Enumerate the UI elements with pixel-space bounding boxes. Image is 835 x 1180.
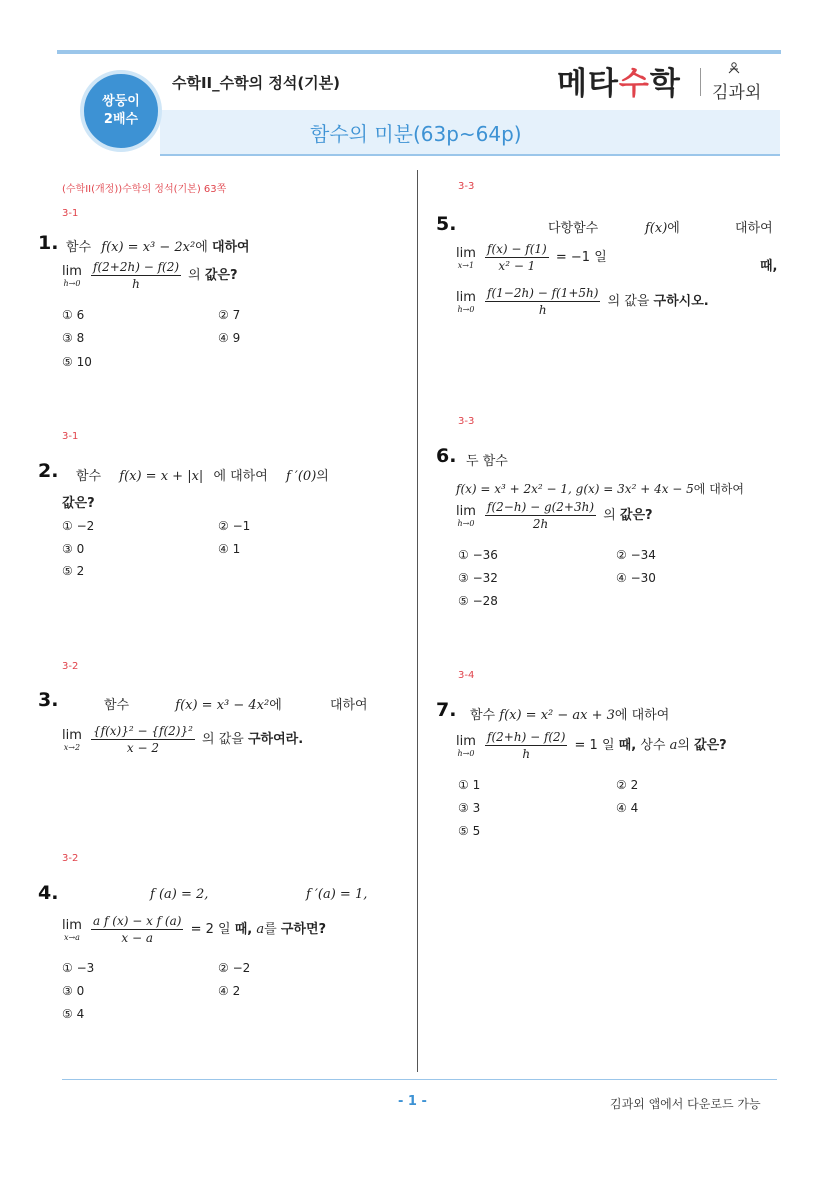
q6-after: 의: [603, 508, 616, 523]
q7-eq: = 1 일: [574, 738, 615, 753]
q4-lim-sub: x→a: [63, 932, 80, 942]
q6-choice-3[interactable]: ③ −32: [458, 571, 498, 585]
q1-choice-5[interactable]: ⑤ 10: [62, 355, 92, 369]
q1-choice-1[interactable]: ① 6: [62, 308, 85, 322]
q7-suffix: 에 대하여: [614, 708, 670, 723]
q7-choice-5[interactable]: ⑤ 5: [458, 824, 481, 838]
level-badge: [80, 70, 162, 152]
logo-part-c: 학: [649, 66, 681, 102]
q2-choice-3[interactable]: ③ 0: [62, 542, 85, 556]
q3-numerator: {f(x)}² − {f(2)}²: [93, 724, 193, 738]
q2-code: 3-1: [62, 431, 79, 442]
q1-after: 의: [188, 268, 201, 283]
q1-number: 1.: [38, 232, 59, 254]
q4-condition-2: f ′(a) = 1,: [306, 887, 368, 902]
q5-eq1: = −1 일: [555, 250, 607, 265]
q6-numerator: f(2−h) − g(2+3h): [487, 500, 595, 514]
q1-limit-line: [62, 260, 238, 291]
q4-eq: = 2 일: [190, 922, 231, 937]
q7-mid2: 의: [677, 738, 690, 753]
q5-ask1: 때,: [760, 259, 778, 274]
q2-number: 2.: [38, 460, 59, 482]
q6-denominator: 2h: [532, 517, 549, 531]
q7-choice-4[interactable]: ④ 4: [616, 801, 639, 815]
q4-condition-1: f (a) = 2,: [150, 887, 209, 902]
q7-prefix: 함수: [470, 708, 496, 723]
q7-choice-1[interactable]: ① 1: [458, 778, 481, 792]
q1-numerator: f(2+2h) − f(2): [93, 260, 180, 274]
page-title: 함수의 미분(63p~64p): [310, 122, 522, 146]
q1-denominator: h: [132, 277, 140, 291]
q7-ask2: 값은?: [694, 738, 727, 753]
q5-ask2: 구하시오.: [653, 294, 709, 309]
q1-choice-3[interactable]: ③ 8: [62, 331, 85, 345]
q6-prefix: 두 함수: [466, 454, 508, 469]
q7-limit-line: [456, 730, 727, 761]
q7-ask1: 때,: [618, 738, 637, 753]
q5-func-group: [645, 217, 680, 236]
q3-ask: 구하여라.: [247, 732, 304, 747]
q3-code: 3-2: [62, 661, 79, 672]
q4-denominator: x − a: [121, 931, 154, 945]
q4-var: a: [256, 922, 265, 937]
q3-after: 의 값을: [202, 732, 244, 747]
q4-choice-5[interactable]: ⑤ 4: [62, 1007, 85, 1021]
q6-suffix: 에 대하여: [693, 482, 744, 496]
q4-lim-word: lim: [62, 917, 82, 933]
q1-code: 3-1: [62, 208, 79, 219]
q5-lim1: [456, 246, 476, 270]
q6-code: 3-3: [458, 416, 475, 427]
q5-lim1-sub: x→1: [457, 260, 475, 270]
q6-number: 6.: [436, 445, 457, 467]
logo-part-a: 메타: [557, 66, 619, 102]
badge-line1: 쌍둥이: [102, 94, 140, 109]
q6-choice-4[interactable]: ④ −30: [616, 571, 656, 585]
header-top-bar: [57, 50, 781, 54]
q3-limit-line: [62, 724, 303, 755]
q5-fraction-1: [485, 242, 549, 273]
q2-choice-1[interactable]: ① −2: [62, 519, 95, 533]
q4-number: 4.: [38, 882, 59, 904]
q6-functions-line: [456, 480, 744, 497]
q1-suffix-bold: 대하여: [211, 240, 250, 255]
q4-numerator: a f (x) − x f (a): [93, 914, 182, 928]
q3-suffix2: 대하여: [329, 698, 368, 713]
q5-limit-line-1: [456, 242, 607, 273]
q1-lim: [62, 264, 82, 288]
q2-ask: 값은?: [62, 496, 95, 511]
source-note: (수학II(개정))수학의 정석(기본) 63쪽: [62, 184, 227, 195]
q5-after: 의 값을: [607, 294, 650, 309]
q5-numerator-1: f(x) − f(1): [487, 242, 547, 256]
q6-choice-1[interactable]: ① −36: [458, 548, 498, 562]
q3-fraction: [91, 724, 195, 755]
q6-choice-5[interactable]: ⑤ −28: [458, 594, 498, 608]
q1-choice-2[interactable]: ② 7: [218, 308, 241, 322]
q4-choice-3[interactable]: ③ 0: [62, 984, 85, 998]
brand-logo: [557, 58, 681, 103]
q6-lim-sub: h→0: [457, 518, 475, 528]
q7-lim-word: lim: [456, 733, 476, 749]
q7-number: 7.: [436, 699, 457, 721]
logo-divider: [700, 68, 701, 96]
q5-denominator-1: x² − 1: [498, 259, 536, 273]
q7-var: a: [669, 738, 678, 753]
q5-numerator-2: f(1−2h) − f(1+5h): [487, 286, 599, 300]
q3-stem: [104, 694, 368, 713]
q7-mid: 상수: [640, 738, 666, 753]
q7-fraction: [485, 730, 567, 761]
q3-number: 3.: [38, 689, 59, 711]
q3-suffix: 에: [269, 698, 282, 713]
q4-fraction: [91, 914, 183, 945]
q5-lim2-word: lim: [456, 289, 476, 305]
logo-part-b: 수: [618, 66, 650, 102]
q3-denominator: x − 2: [126, 741, 159, 755]
footer-note: 김과외 앱에서 다운로드 가능: [610, 1097, 761, 1111]
q7-choice-2[interactable]: ② 2: [616, 778, 639, 792]
q7-lim-sub: h→0: [457, 748, 475, 758]
q6-fraction: [485, 500, 596, 531]
brand-sub-logo: 김과외: [712, 83, 762, 103]
q5-suffix2: 대하여: [735, 221, 773, 236]
q4-choice-1[interactable]: ① −3: [62, 961, 95, 975]
q4-limit-line: [62, 914, 326, 945]
q1-stem: [66, 236, 250, 255]
page-number: - 1 -: [398, 1094, 427, 1109]
q3-lim: [62, 728, 82, 752]
q2-choice-4[interactable]: ④ 1: [218, 542, 241, 556]
q5-limit-line-2: [456, 286, 709, 317]
q4-ask1: 때,: [234, 922, 253, 937]
q7-code: 3-4: [458, 670, 475, 681]
q6-ask: 값은?: [619, 508, 653, 523]
q4-choice-2[interactable]: ② −2: [218, 961, 251, 975]
q3-lim-word: lim: [62, 727, 82, 743]
q4-choice-4[interactable]: ④ 2: [218, 984, 241, 998]
q5-prefix: 다항함수: [548, 221, 599, 236]
q5-lim1-word: lim: [456, 245, 476, 261]
q6-lim-word: lim: [456, 503, 476, 519]
person-icon: [728, 62, 740, 74]
q3-lim-sub: x→2: [63, 742, 81, 752]
q4-ask3: 구하면?: [280, 922, 327, 937]
q2-derivative: f ′(0): [285, 469, 317, 484]
q1-lim-word: lim: [62, 263, 82, 279]
q2-stem: [76, 465, 329, 484]
q5-suffix: 에: [667, 221, 680, 236]
q7-choice-3[interactable]: ③ 3: [458, 801, 481, 815]
q4-code: 3-2: [62, 853, 79, 864]
q2-choice-2[interactable]: ② −1: [218, 519, 251, 533]
q1-function: f(x) = x³ − 2x²: [101, 240, 196, 255]
q1-suffix: 에: [195, 240, 208, 255]
q4-ask2: 를: [264, 922, 277, 937]
column-divider: [417, 170, 418, 1072]
q5-lim2-sub: h→0: [457, 304, 475, 314]
subject-label: 수학II_수학의 정석(기본): [172, 74, 341, 92]
q5-fraction-2: [485, 286, 600, 317]
q1-fraction: [91, 260, 181, 291]
q7-numerator: f(2+h) − f(2): [487, 730, 566, 744]
q2-suffix2: 의: [316, 469, 329, 484]
q3-function: f(x) = x³ − 4x²: [175, 698, 270, 713]
q1-ask: 값은?: [204, 268, 238, 283]
q7-denominator: h: [522, 747, 531, 761]
footer-line: [62, 1079, 777, 1080]
q7-stem: [470, 704, 669, 723]
q5-code: 3-3: [458, 181, 475, 192]
q1-lim-sub: h→0: [63, 278, 81, 288]
q2-prefix: 함수: [76, 469, 102, 484]
q1-prefix: 함수: [66, 240, 92, 255]
q2-suffix: 에 대하여: [213, 469, 268, 484]
q7-lim: [456, 734, 476, 758]
q3-prefix: 함수: [104, 698, 130, 713]
q6-lim: [456, 504, 476, 528]
q5-number: 5.: [436, 213, 457, 235]
q5-function: f(x): [645, 221, 668, 236]
q1-choice-4[interactable]: ④ 9: [218, 331, 241, 345]
badge-line2: 2배수: [103, 112, 139, 127]
q5-denominator-2: h: [538, 303, 547, 317]
q6-limit-line: [456, 500, 653, 531]
q6-functions: f(x) = x³ + 2x² − 1, g(x) = 3x² + 4x − 5: [456, 482, 694, 496]
q5-lim2: [456, 290, 476, 314]
q7-function: f(x) = x² − ax + 3: [499, 708, 615, 723]
q6-choice-2[interactable]: ② −34: [616, 548, 656, 562]
q2-choice-5[interactable]: ⑤ 2: [62, 564, 85, 578]
q2-function: f(x) = x + |x|: [119, 469, 204, 484]
q4-lim: [62, 918, 82, 942]
